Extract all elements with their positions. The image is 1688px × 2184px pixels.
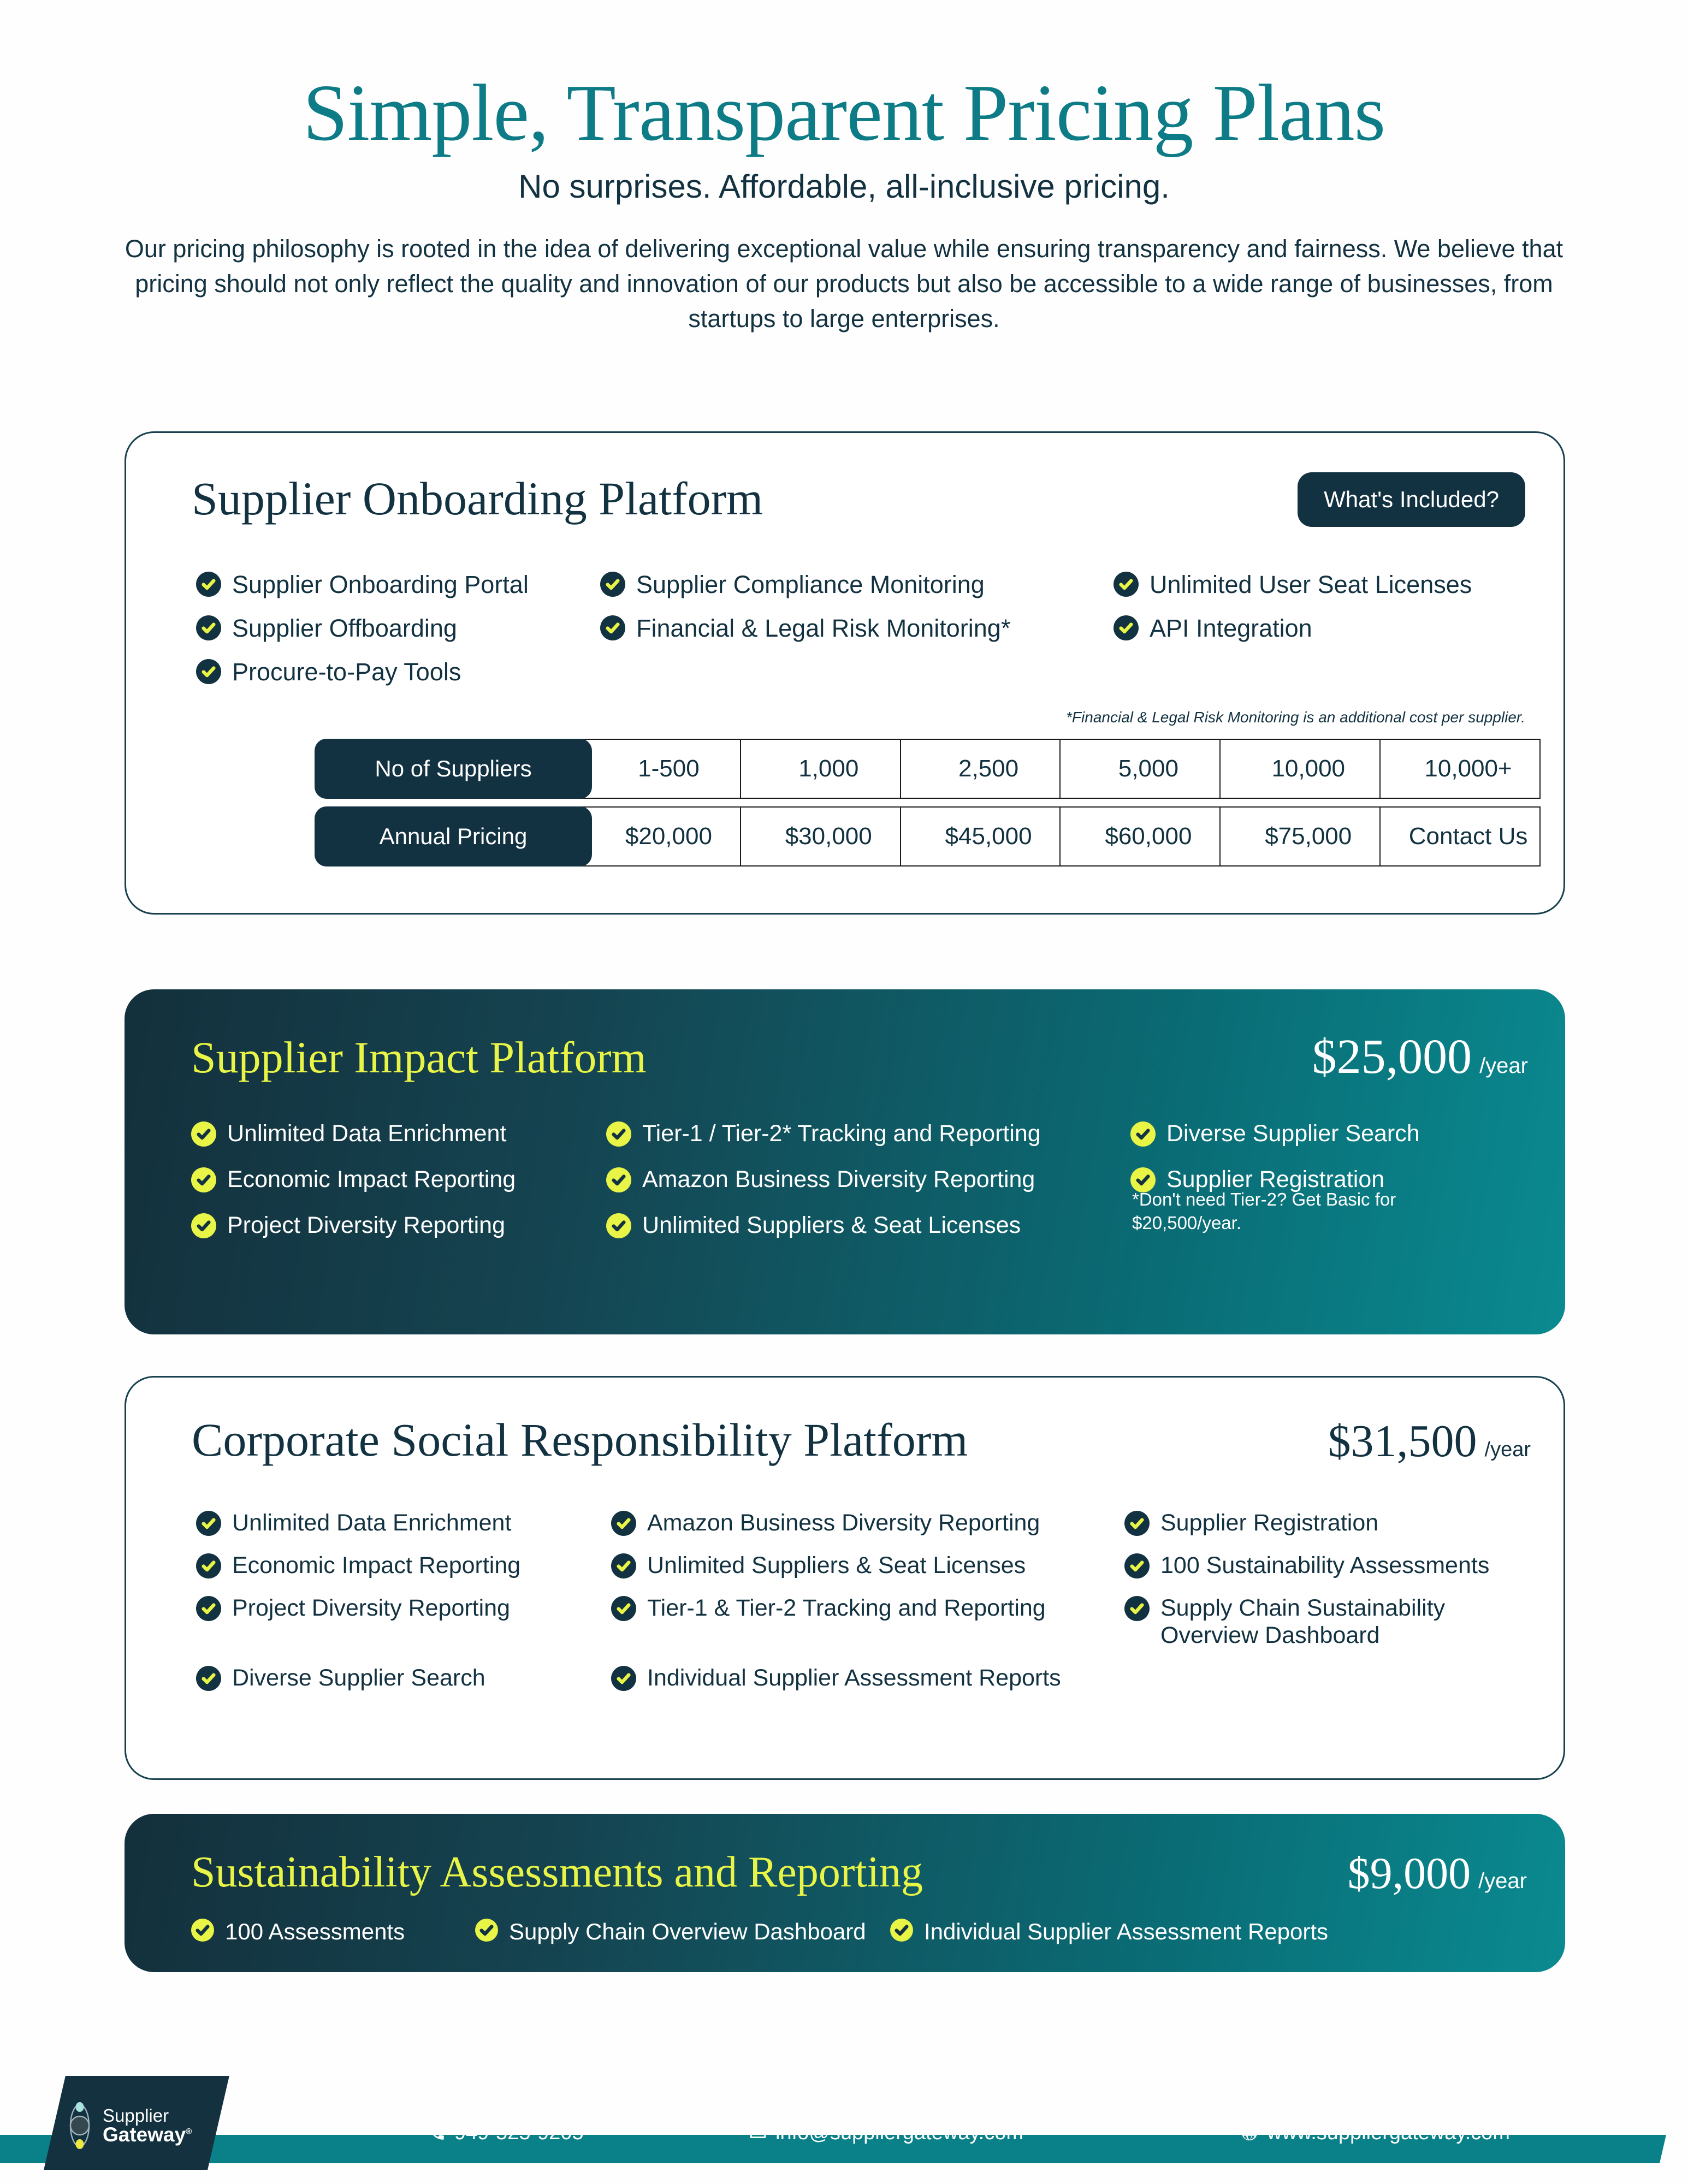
feature-item [196,613,600,643]
table-cell: $20,000 [576,808,741,865]
logo-line-1: Supplier [103,2105,169,2126]
check-icon [191,1213,216,1238]
page-title: Simple, Transparent Pricing Plans [303,68,1385,158]
feature-list-csr [196,1509,1523,1692]
table-row [315,739,1541,799]
feature-label: Unlimited Suppliers & Seat Licenses [642,1212,1021,1238]
footer-contact-items [0,2102,1688,2163]
page-subtitle: No surprises. Affordable, all-inclusive pricing. [518,168,1170,205]
feature-item [1114,569,1507,599]
feature-label: Economic Impact Reporting [232,1552,521,1578]
risk-monitoring-footnote: *Financial & Legal Risk Monitoring is an additional cost per supplier. [1066,709,1525,726]
feature-item [196,1551,611,1580]
page-footer [0,2069,1688,2184]
feature-label: Unlimited Suppliers & Seat Licenses [647,1552,1026,1578]
check-icon [606,1213,631,1238]
feature-label: Supply Chain Overview Dashboard [509,1919,866,1944]
card-sustainability-assessments-and-reporting [125,1814,1565,1972]
price-amount: $31,500 [1328,1416,1477,1467]
feature-item [600,569,1114,599]
feature-item [1124,1594,1523,1649]
feature-item [606,1211,1130,1239]
feature-label: Individual Supplier Assessment Reports [647,1664,1061,1691]
check-icon [196,659,221,684]
logo-line-2: Gateway® [103,2123,192,2146]
feature-label: Supplier Offboarding [232,614,457,643]
row-label-no-of-suppliers: No of Suppliers [315,739,592,799]
feature-label: Amazon Business Diversity Reporting [647,1510,1040,1536]
card-title-impact: Supplier Impact Platform [191,1032,647,1082]
check-icon [196,1596,221,1621]
feature-item [191,1211,606,1239]
price-period: /year [1478,1869,1527,1893]
check-icon [196,1666,221,1691]
footer-website[interactable] [1240,2121,1510,2145]
table-cell: $45,000 [901,808,1061,865]
table-cell: 1-500 [576,740,741,798]
price-impact [1312,1029,1528,1085]
check-icon [1114,615,1139,640]
feature-label: Unlimited Data Enrichment [227,1120,507,1147]
footer-email-text: info@suppliergateway.com [775,2121,1023,2144]
footer-email[interactable] [748,2121,1023,2145]
card-title-sustainability: Sustainability Assessments and Reporting [191,1848,923,1896]
feature-label: 100 Sustainability Assessments [1160,1552,1490,1578]
table-cell: 1,000 [741,740,901,798]
row-label-annual-pricing: Annual Pricing [315,806,592,867]
phone-icon [427,2123,447,2143]
card-title-csr: Corporate Social Responsibility Platform [192,1414,968,1466]
table-cell: 5,000 [1061,740,1221,798]
feature-item [1124,1551,1523,1580]
check-icon [196,615,221,640]
row-cells-suppliers [576,739,1541,799]
feature-label: Unlimited Data Enrichment [232,1510,512,1536]
feature-item [196,1664,611,1692]
feature-label: Project Diversity Reporting [227,1212,506,1238]
feature-label: Project Diversity Reporting [232,1594,511,1621]
feature-item [1114,613,1507,643]
feature-label: Supplier Compliance Monitoring [636,571,985,598]
check-icon [191,1919,214,1942]
feature-item [196,569,600,599]
check-icon [606,1121,631,1147]
table-cell: $60,000 [1061,808,1221,865]
table-cell: $75,000 [1221,808,1381,865]
feature-list-sustainability [191,1918,1513,1945]
check-icon [191,1121,216,1147]
globe-icon [1240,2123,1259,2143]
check-icon [1124,1553,1150,1578]
feature-label: Individual Supplier Assessment Reports [924,1919,1329,1944]
footer-phone[interactable] [427,2121,584,2145]
check-icon [1124,1511,1150,1536]
price-period: /year [1484,1438,1531,1461]
card-corporate-social-responsibility-platform [125,1376,1565,1780]
check-icon [611,1553,636,1578]
feature-label: Unlimited User Seat Licenses [1150,571,1472,598]
feature-item [611,1664,1124,1692]
feature-item [611,1594,1124,1649]
check-icon [196,1511,221,1536]
feature-list-onboarding [196,569,1507,687]
feature-item [1130,1119,1513,1148]
price-period: /year [1479,1054,1528,1078]
feature-label: Diverse Supplier Search [1166,1120,1420,1147]
feature-label: Supply Chain Sustainability Overview Dashboard [1160,1594,1446,1648]
feature-item [890,1918,1513,1945]
feature-item [475,1918,890,1945]
feature-label: Supplier Registration [1160,1510,1379,1536]
whats-included-button[interactable]: What's Included? [1298,472,1525,527]
feature-label: Financial & Legal Risk Monitoring* [636,614,1011,643]
footer-phone-text: 949-525-9205 [454,2121,584,2144]
feature-label: Procure-to-Pay Tools [232,658,461,686]
price-amount: $9,000 [1347,1848,1471,1898]
feature-item [191,1119,606,1148]
check-icon [606,1167,631,1192]
row-cells-pricing [576,806,1541,867]
check-icon [611,1596,636,1621]
check-icon [611,1666,636,1691]
table-cell-contact-us[interactable]: Contact Us [1408,823,1528,850]
check-icon [1130,1121,1156,1147]
tier-2-note: *Don't need Tier-2? Get Basic for $20,500/year. [1132,1189,1396,1233]
check-icon [196,1553,221,1578]
check-icon [600,572,625,597]
feature-item [196,1594,611,1649]
feature-label: Diverse Supplier Search [232,1664,485,1691]
feature-label: Tier-1 & Tier-2 Tracking and Reporting [647,1594,1046,1621]
feature-item [196,657,600,686]
feature-item [1124,1509,1523,1537]
card-supplier-onboarding-platform [125,431,1565,915]
price-csr [1328,1415,1531,1468]
price-sustainability [1348,1848,1527,1899]
pricing-philosophy-text: Our pricing philosophy is rooted in the idea of delivering exceptional value while ensuring transparency and fairness. We believe that pricing should not only reflect the quality and innovation of our products but also be accessible to a wide range of businesses, from startups to large enterprises. [125,235,1563,333]
feature-label: Tier-1 / Tier-2* Tracking and Reporting [642,1120,1041,1147]
table-cell: 10,000 [1221,740,1381,798]
price-amount: $25,000 [1312,1030,1472,1084]
page-header [0,0,1688,336]
feature-item [600,613,1114,643]
footer-website-text: www.suppliergateway.com [1267,2121,1510,2144]
card-supplier-impact-platform [125,989,1565,1334]
check-icon [600,615,625,640]
logo-trademark: ® [186,2127,192,2136]
card-title-onboarding: Supplier Onboarding Platform [192,472,763,525]
feature-item [191,1918,475,1945]
table-cell: 10,000+ [1424,755,1512,782]
feature-item [191,1165,606,1194]
feature-label: Amazon Business Diversity Reporting [642,1166,1035,1192]
feature-label: API Integration [1150,614,1312,643]
feature-item [611,1509,1124,1537]
feature-item [196,1509,611,1537]
table-row [315,806,1541,867]
table-cell: $30,000 [741,808,901,865]
feature-label: Supplier Registration [1166,1166,1385,1192]
feature-label: Economic Impact Reporting [227,1166,516,1192]
check-icon [611,1511,636,1536]
supplier-pricing-table [315,739,1541,874]
envelope-icon [748,2123,768,2143]
check-icon [1124,1596,1150,1621]
check-icon [191,1167,216,1192]
feature-item [606,1119,1130,1148]
check-icon [1114,572,1139,597]
feature-item [611,1551,1124,1580]
table-cell: 2,500 [901,740,1061,798]
feature-item [606,1165,1130,1194]
feature-label: Supplier Onboarding Portal [232,571,529,598]
feature-label: 100 Assessments [225,1919,405,1944]
check-icon [196,572,221,597]
check-icon [890,1919,913,1942]
check-icon [475,1919,498,1942]
